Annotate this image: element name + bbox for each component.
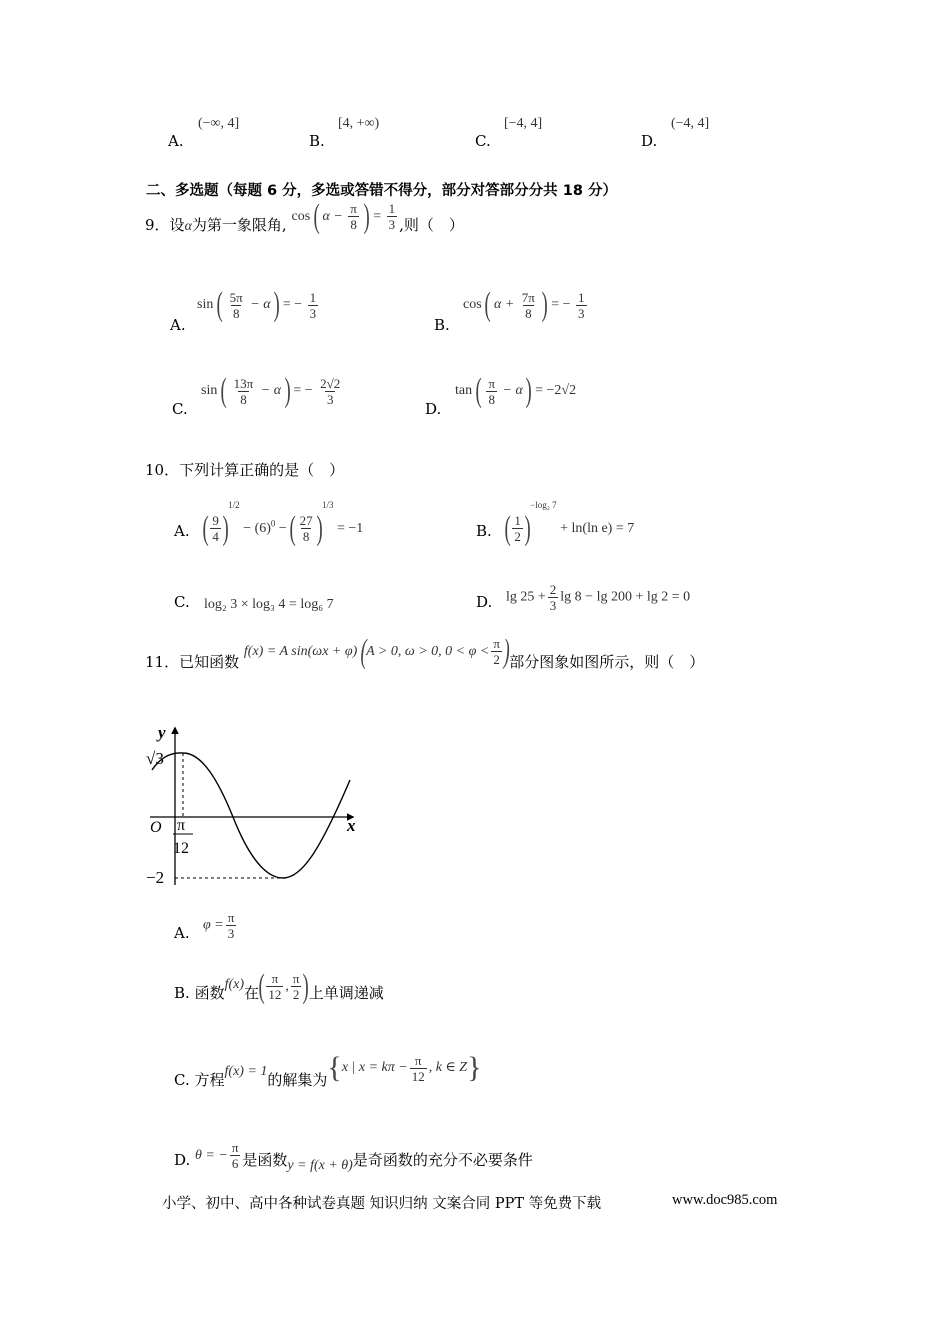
q11c-den: 12	[411, 1068, 425, 1084]
q11d-den: 6	[231, 1156, 239, 1172]
footer-link[interactable]: www.doc985.com	[672, 1192, 778, 1208]
q11a-expr: φ =	[203, 917, 224, 933]
q10a-frac2	[298, 513, 315, 544]
q9c-value-den: 3	[326, 391, 334, 407]
q10a-n2: 27	[299, 513, 313, 529]
q9c-rest: − α	[260, 383, 282, 399]
sine-curve	[152, 753, 350, 878]
graph-neg2: −2	[146, 868, 165, 887]
q11-func	[244, 632, 509, 672]
q11b-n2: π	[292, 971, 300, 987]
q11d-m1: θ = −	[195, 1148, 228, 1163]
q9-cond-value	[387, 201, 398, 232]
graph-y-label: y	[158, 723, 166, 742]
q10a-rparen2: )	[316, 509, 323, 547]
q9-right-paren: )	[363, 197, 371, 235]
section-heading: 二、多选题（每题 6 分，多选或答错不得分，部分对答部分分共 18 分）	[146, 183, 617, 199]
q11b-f: f(x)	[224, 977, 245, 992]
q11-func-expr: f(x) = A sin(ωx + φ)	[243, 644, 358, 659]
q9a-num: 5π	[229, 289, 243, 305]
q10d-den: 3	[549, 598, 557, 613]
q10a-rparen1: )	[222, 509, 229, 547]
q11c-eqn: f(x) = 1	[224, 1064, 268, 1079]
q9-text-c: ,则（ ）	[399, 216, 464, 234]
q10d-pre: lg 25 +	[506, 589, 546, 605]
q11d-theta	[195, 1138, 242, 1174]
q11c-set	[327, 1048, 481, 1088]
q9d-func: tan	[455, 383, 473, 399]
q9b-value-den: 3	[578, 305, 585, 321]
q11-stem	[145, 632, 705, 682]
q9-number: 9．	[145, 216, 170, 234]
q10-option-c-label: C.	[174, 593, 190, 611]
q8-option-c-math: [−4, 4]	[504, 116, 543, 131]
q9d-frac	[486, 376, 497, 407]
q10-option-b-math	[505, 500, 634, 546]
q9b-num: 7π	[521, 289, 535, 305]
q11b-label: B.	[174, 984, 190, 1002]
graph-twelve: 12	[173, 840, 189, 857]
q9d-rest: − α	[502, 383, 523, 399]
q10b-den: 2	[514, 529, 521, 545]
q9-option-b-math	[463, 288, 589, 322]
q10a-mid: − (6)	[243, 521, 271, 536]
q11b-t2: 在	[244, 984, 260, 1002]
q11d-frac	[230, 1140, 241, 1171]
q10d-frac	[548, 582, 559, 613]
q10-option-a-math	[203, 500, 363, 546]
q9-option-b-label: B.	[434, 316, 450, 334]
q9b-den: 8	[525, 305, 532, 321]
q10a-n1: 9	[212, 513, 219, 529]
q11-option-b	[174, 967, 384, 1013]
q11-option-d	[174, 1142, 533, 1178]
q11b-rparen: )	[303, 967, 310, 1005]
q11c-label: C.	[174, 1071, 190, 1089]
q11c-frac	[410, 1053, 427, 1084]
q9-stem	[145, 197, 464, 247]
q10d-post: lg 8 − lg 200 + lg 2 = 0	[560, 589, 691, 605]
q10-option-c-math: log₂ 3 × log₃ 4 = log₆ 7	[204, 597, 334, 612]
q11b-n1: π	[271, 971, 279, 987]
q9-cond-den: 8	[350, 217, 357, 233]
q9-text-a: 设	[169, 216, 185, 234]
q9-text-b: 为第一象限角,	[191, 216, 287, 234]
q11-text-a: 已知函数	[179, 653, 240, 671]
q9-cond-eq: =	[373, 209, 382, 224]
q9a-den: 8	[232, 305, 240, 321]
q11b-t3: 上单调递减	[308, 984, 384, 1002]
q9-alpha: α	[184, 219, 192, 234]
q11b-comma: ,	[285, 979, 289, 994]
q11c-lbrace: {	[327, 1051, 342, 1084]
q9c-value-num: 2√2	[320, 375, 341, 391]
q8-option-d-label: D.	[641, 132, 658, 150]
q9-cond-alpha: α −	[322, 209, 343, 224]
q11-number: 11．	[145, 653, 180, 671]
q11d-label: D.	[174, 1151, 191, 1169]
graph-origin: O	[150, 819, 162, 836]
q10b-rparen: )	[524, 509, 531, 547]
q9b-rparen: )	[541, 286, 549, 323]
q9b-eq: = −	[551, 297, 571, 313]
q11c-t2: 的解集为	[267, 1071, 328, 1089]
q10a-e2: 1/3	[321, 500, 334, 510]
q9d-num: π	[488, 375, 496, 391]
q11a-frac	[226, 910, 237, 941]
q9a-eq: = −	[282, 297, 303, 313]
q9-condition	[291, 197, 399, 237]
q10a-e0: 0	[270, 518, 276, 529]
q11b-t1: 函数	[194, 984, 225, 1002]
q9a-rparen: )	[273, 286, 280, 323]
q9b-lparen: (	[484, 286, 491, 323]
q10d-num: 2	[549, 582, 557, 597]
q11-text-b: 部分图象如图所示，则（ ）	[509, 653, 705, 671]
q11d-num: π	[231, 1140, 239, 1156]
q10a-eq: = −1	[336, 521, 364, 536]
q9a-value-num: 1	[309, 289, 317, 305]
q9a-value	[308, 290, 319, 321]
q10-option-d-label: D.	[476, 593, 493, 611]
q11a-num: π	[227, 910, 235, 925]
q10a-d1: 4	[212, 529, 219, 545]
q10b-rest: + ln(ln e) = 7	[560, 521, 635, 536]
q10-stem	[145, 459, 344, 480]
q10-option-a-label: A.	[174, 522, 190, 540]
q11-cond-num: π	[493, 636, 500, 652]
q11b-d2: 2	[292, 987, 300, 1003]
q10a-e1: 1/2	[228, 500, 240, 510]
q9b-frac	[520, 290, 537, 321]
q8-option-d-math: (−4, 4]	[671, 116, 710, 131]
q9d-eq: = −2√2	[535, 383, 577, 399]
q9-option-a-math	[197, 288, 320, 322]
q10-option-b-label: B.	[476, 522, 492, 540]
q11-option-a-label: A.	[174, 924, 190, 942]
q11c-t1: 方程	[194, 1071, 225, 1089]
q9-option-d-math	[455, 374, 576, 408]
q9d-lparen: (	[475, 372, 482, 409]
q11-rparen: )	[503, 632, 510, 670]
q11b-frac2	[291, 971, 302, 1002]
graph-pi: π	[177, 817, 186, 834]
q11-option-a-math	[203, 910, 238, 941]
q11c-num: π	[414, 1052, 422, 1068]
q9b-value-num: 1	[578, 289, 585, 305]
q10b-num: 1	[514, 513, 521, 529]
q11d-t1: 是函数	[242, 1151, 288, 1169]
q9-cond-frac	[348, 201, 359, 232]
q9c-eq: = −	[293, 383, 313, 399]
q8-option-a-math: (−∞, 4]	[198, 116, 240, 131]
q9c-rparen: )	[284, 372, 291, 409]
footer-text: 小学、初中、高中各种试卷真题 知识归纳 文案合同 PPT 等免费下载	[162, 1196, 602, 1212]
q9b-value	[576, 290, 587, 321]
q10a-minus: −	[278, 521, 287, 536]
q11-lparen: (	[360, 632, 367, 670]
q9b-func: cos	[463, 297, 482, 313]
q9-cond-num: π	[350, 201, 357, 217]
q10b-exp: −log₂ 7	[530, 500, 557, 510]
q11b-lparen: (	[258, 967, 265, 1005]
q10-text: 下列计算正确的是（ ）	[179, 461, 345, 479]
q10-number: 10．	[145, 461, 180, 479]
q9-option-c-label: C.	[172, 400, 188, 418]
q11b-d1: 12	[268, 987, 282, 1003]
graph-x-label: x	[347, 816, 356, 835]
q8-option-a-label: A.	[168, 132, 184, 150]
q9a-frac	[228, 290, 245, 321]
q10a-d2: 8	[302, 529, 310, 545]
q8-option-b-math: [4, +∞)	[338, 116, 380, 131]
q9-option-c-math	[201, 374, 344, 408]
q8-option-c-label: C.	[475, 132, 491, 150]
q11c-set-expr: x | x = kπ −	[341, 1060, 408, 1076]
q11c-rbrace: }	[467, 1051, 482, 1084]
q9a-rest: − α	[250, 297, 271, 313]
q10-option-d-math	[506, 582, 690, 613]
q9-value-num: 1	[388, 201, 396, 217]
q9c-value	[318, 376, 342, 407]
q9c-lparen: (	[220, 372, 227, 409]
q11d-t2: 是奇函数的充分不必要条件	[352, 1151, 533, 1169]
q9-option-d-label: D.	[425, 400, 442, 418]
q9-left-paren: (	[313, 197, 320, 235]
q9d-rparen: )	[525, 372, 533, 409]
q11-graph	[140, 720, 370, 890]
q10a-frac1	[210, 513, 221, 544]
q9c-num: 13π	[233, 375, 254, 391]
q9a-lparen: (	[216, 286, 223, 323]
q11b-interval	[259, 967, 309, 1007]
q9-option-a-label: A.	[170, 316, 186, 334]
q9a-func: sin	[197, 297, 214, 313]
q11-cond-den: 2	[493, 652, 500, 668]
graph-sqrt3: √3	[146, 749, 164, 768]
q11d-m2: y = f(x + θ)	[287, 1158, 353, 1173]
q9a-value-den: 3	[309, 305, 317, 321]
q10b-lparen: (	[504, 509, 511, 547]
q9c-func: sin	[201, 383, 218, 399]
q9c-den: 8	[240, 391, 247, 407]
q9-value-den: 3	[388, 217, 396, 233]
q11-cond: A > 0, ω > 0, 0 < φ <	[366, 644, 490, 659]
q9-cond-func: cos	[291, 209, 311, 224]
q9c-frac	[232, 376, 256, 407]
q11-option-c	[174, 1051, 482, 1100]
q8-option-b-label: B.	[309, 132, 325, 150]
q11b-frac1	[266, 971, 283, 1002]
q10a-lparen1: (	[202, 509, 209, 547]
q11c-set-end: , k ∈ Z	[428, 1060, 468, 1076]
q10b-frac	[512, 513, 523, 544]
q11-cond-frac	[491, 636, 502, 667]
q11a-den: 3	[227, 926, 235, 941]
q9d-den: 8	[488, 391, 495, 407]
q10a-lparen2: (	[289, 509, 297, 547]
q9b-pre: α +	[494, 297, 515, 313]
